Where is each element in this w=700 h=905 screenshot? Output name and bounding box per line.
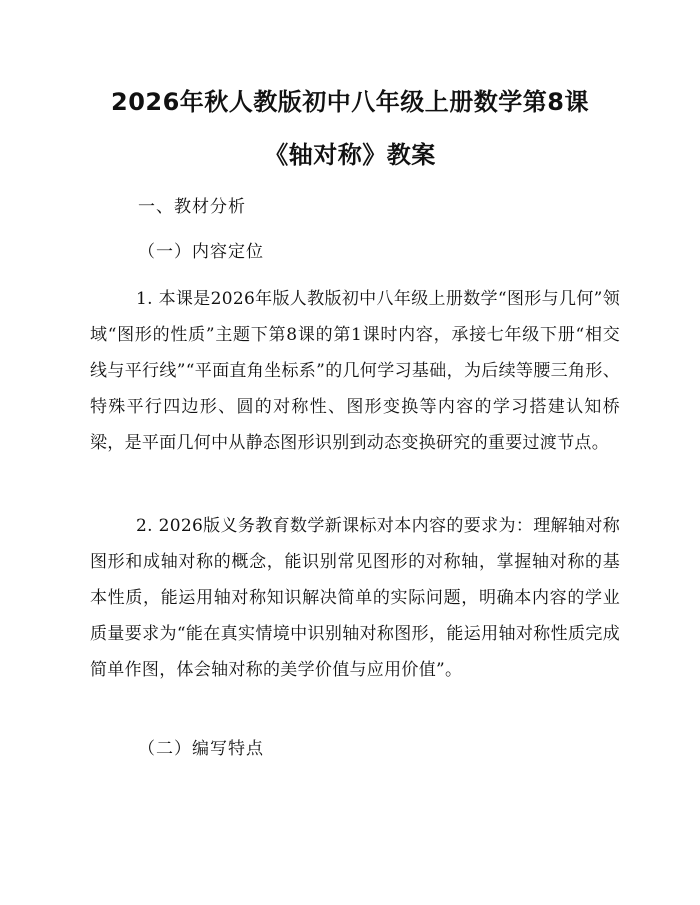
section-heading-textbook-analysis: 一、教材分析 xyxy=(138,197,246,217)
subsection-heading-writing-features: （二）编写特点 xyxy=(138,739,264,759)
subsection-heading-content-positioning: （一）内容定位 xyxy=(138,242,264,262)
document-title-line-2: 《轴对称》教案 xyxy=(264,141,436,169)
paragraph-1: 1. 本课是2026年版人教版初中八年级上册数学“图形与几何”领域“图形的性质”主题下第8课的第1课时内容，承接七年级下册“相交线与平行线”“平面直角坐标系”的几何学习基础，为后续等腰三角形、特殊平行四边形、圆的对称性、图形变换等内容的学习搭建认知桥梁，是平面几何中从静态图形识别到动态变换研究的重要过渡节点。 xyxy=(90,289,620,453)
document-title-line-1: 2026年秋人教版初中八年级上册数学第8课 xyxy=(111,88,589,116)
paragraph-2: 2. 2026版义务教育数学新课标对本内容的要求为：理解轴对称图形和成轴对称的概念，能识别常见图形的对称轴，掌握轴对称的基本性质，能运用轴对称知识解决简单的实际问题，明确本内容的学业质量要求为“能在真实情境中识别轴对称图形，能运用轴对称性质完成简单作图，体会轴对称的美学价值与应用价值”。 xyxy=(90,516,620,680)
